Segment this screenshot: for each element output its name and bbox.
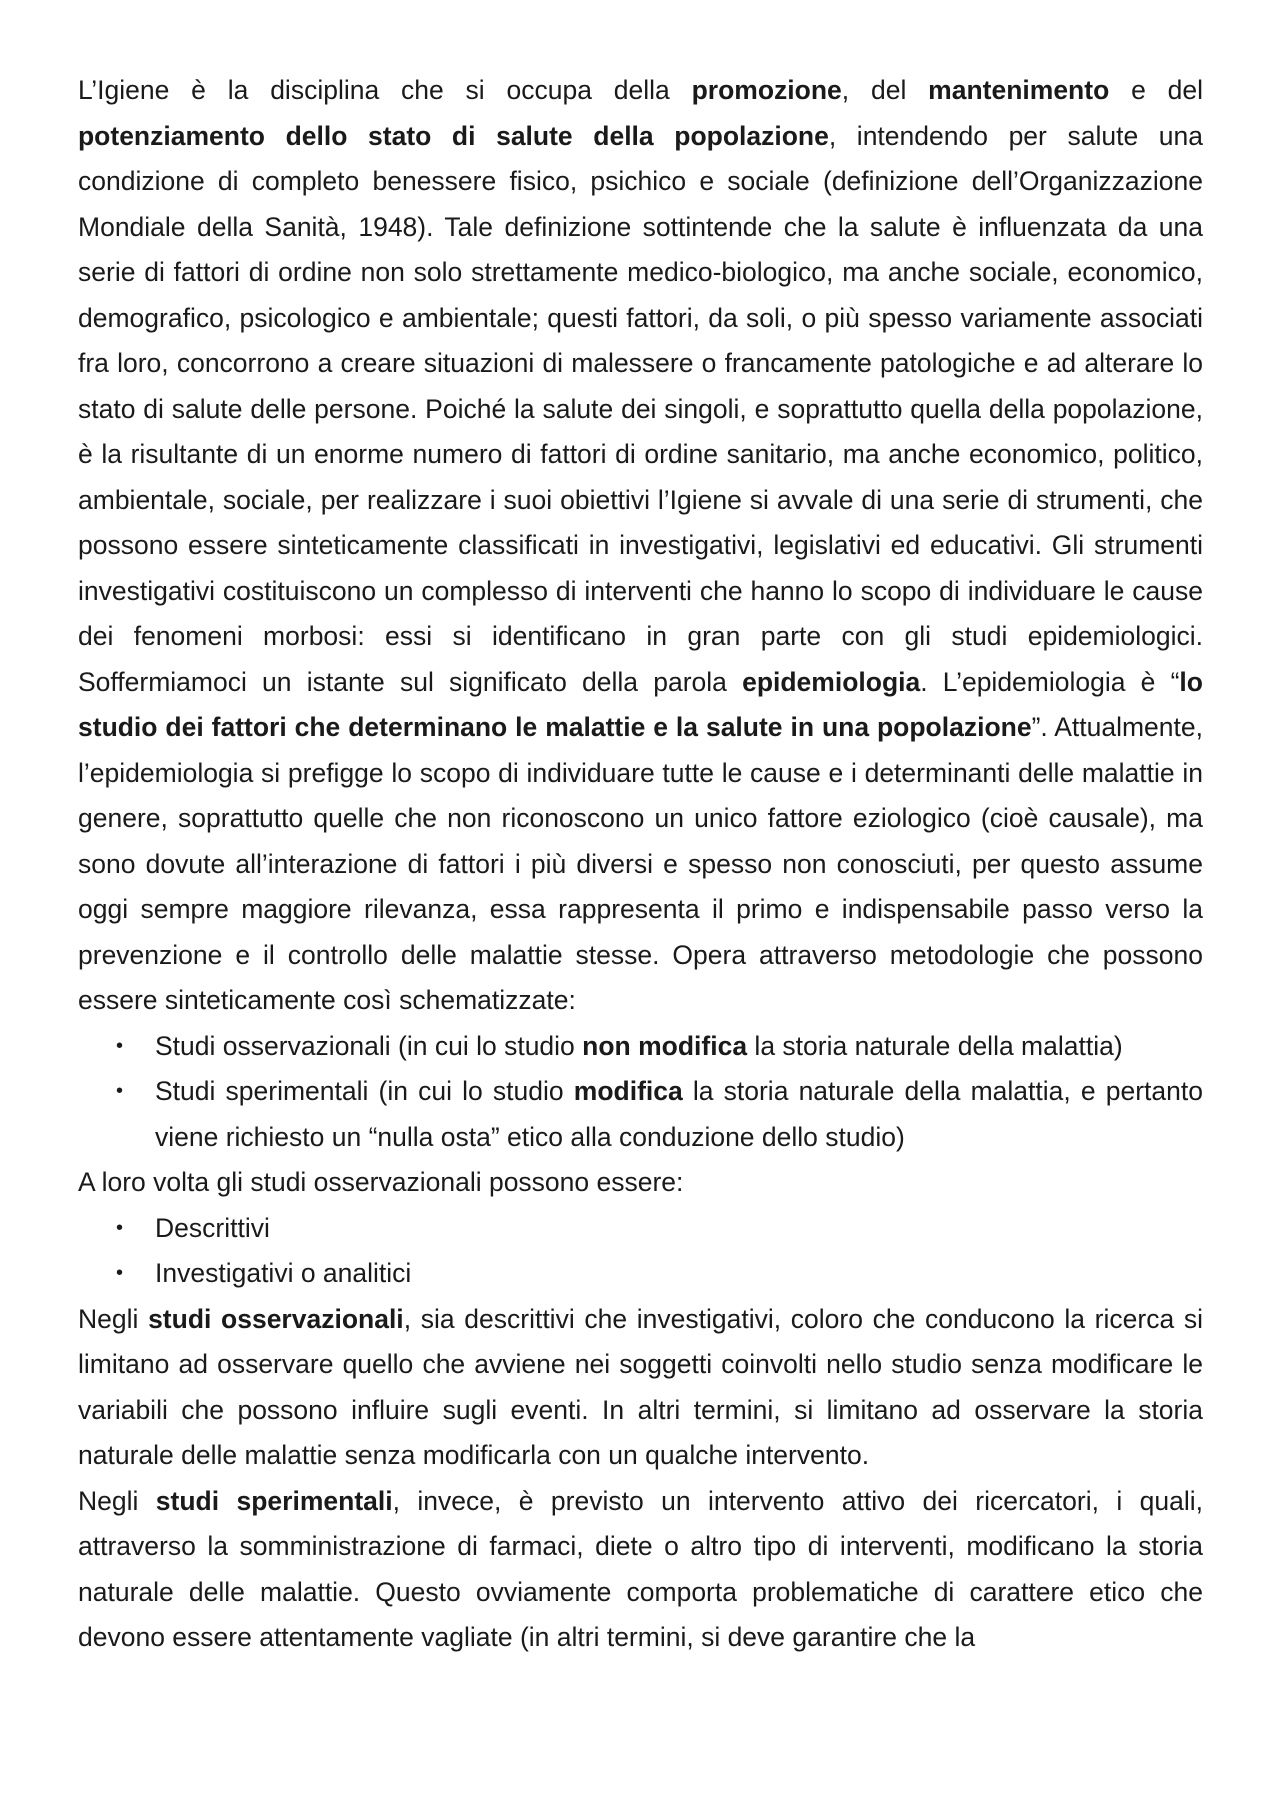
bold-term-promozione: promozione [691,75,842,105]
text-run: Negli [78,1303,149,1334]
bold-term-studi-sperimentali: studi sperimentali [155,1485,393,1516]
bold-term: non modifica [582,1030,748,1061]
text-run: , del [841,75,929,105]
text-run: Studi sperimentali (in cui lo studio [155,1076,574,1106]
text-run: Negli [78,1485,156,1516]
text-run: L’Igiene è la disciplina che si occupa della [78,75,692,105]
list-item [78,1206,1203,1252]
bold-term-studi-osservazionali: studi osservazionali [148,1303,404,1334]
bold-term: modifica [573,1076,683,1106]
bold-definition-epidemiologia: lo studio dei fattori che determinano le malattie e la salute in una popolazione [78,666,1203,742]
text-run: . L’epidemiologia è “ [920,666,1180,697]
list-item [78,1251,1203,1297]
list-item [78,1024,1203,1070]
observational-types-list [78,1206,1203,1297]
text-run: Studi osservazionali (in cui lo studio [155,1030,583,1061]
list-item-text: Investigativi o analitici [155,1258,412,1288]
bold-term-potenziamento: potenziamento dello stato di salute della popolazione [78,120,829,151]
bullet-icon: • [116,1080,124,1102]
bullet-icon: • [116,1034,124,1057]
text-run: ”. Attualmente, l’epidemiologia si prefigge lo scopo di individuare tutte le cause e i determinanti delle malattie in genere, soprattutto quelle che non riconoscono un unico fattore eziologico (cioè causale), ma sono dovute all’interazione di fattori i più diversi e spesso non conosciuti, per questo assume oggi sempre maggiore rilevanza, essa rappresenta il primo e indispensabile passo verso la prevenzione e il controllo delle malattie stesse. Opera attraverso metodologie che possono essere sinteticamente così schematizzate: [78,712,1203,1015]
list-item [78,1069,1203,1160]
paragraph-observational-studies [78,1297,1203,1479]
bold-term-epidemiologia: epidemiologia [742,666,921,697]
text-run: , invece, è previsto un intervento attivo dei ricercatori, i quali, attraverso la somministrazione di farmaci, diete o altro tipo di interventi, modificano la storia naturale delle malattie. Questo ovviamente comporta problematiche di carattere etico che devono essere attentamente vagliate (in altri termini, si deve garantire che la [78,1485,1203,1652]
bullet-icon: • [116,1262,124,1284]
bullet-icon: • [116,1216,124,1239]
text-run: , sia descrittivi che investigativi, coloro che conducono la ricerca si limitano ad osservare quello che avviene nei soggetti coinvolti nello studio senza modificare le variabili che possono influire sugli eventi. In altri termini, si limitano ad osservare la storia naturale delle malattie senza modificarla con un qualche intervento. [78,1303,1203,1470]
text-run: la storia naturale della malattia, e pertanto viene richiesto un “nulla osta” etico alla conduzione dello studio) [155,1076,1204,1152]
text-run: e del [1109,75,1204,105]
paragraph-igiene-definition [78,68,1203,1024]
text-run: la storia naturale della malattia) [747,1030,1123,1061]
list-item-text: Descrittivi [155,1212,270,1243]
document-page [78,68,1203,1661]
text-run: , intendendo per salute una condizione di completo benessere fisico, psichico e sociale (definizione dell’Organizzazione Mondiale della Sanità, 1948). Tale definizione sottintende che la salute è influenzata da una serie di fattori di ordine non solo strettamente medico-biologico, ma anche sociale, economico, demografico, psicologico e ambientale; questi fattori, da soli, o più spesso variamente associati fra loro, concorrono a creare situazioni di malessere o francamente patologiche e ad alterare lo stato di salute delle persone. Poiché la salute dei singoli, e soprattutto quella della popolazione, è la risultante di un enorme numero di fattori di ordine sanitario, ma anche economico, politico, ambientale, sociale, per realizzare i suoi obiettivi l’Igiene si avvale di una serie di strumenti, che possono essere sinteticamente classificati in investigativi, legislativi ed educativi. Gli strumenti investigativi costituiscono un complesso di interventi che hanno lo scopo di individuare le cause dei fenomeni morbosi: essi si identificano in gran parte con gli studi epidemiologici. Soffermiamoci un istante sul significato della parola [78,120,1203,697]
paragraph-experimental-studies [78,1479,1203,1661]
paragraph-observational-types: A loro volta gli studi osservazionali possono essere: [78,1167,684,1197]
study-types-list [78,1024,1203,1161]
bold-term-mantenimento: mantenimento [928,75,1110,105]
